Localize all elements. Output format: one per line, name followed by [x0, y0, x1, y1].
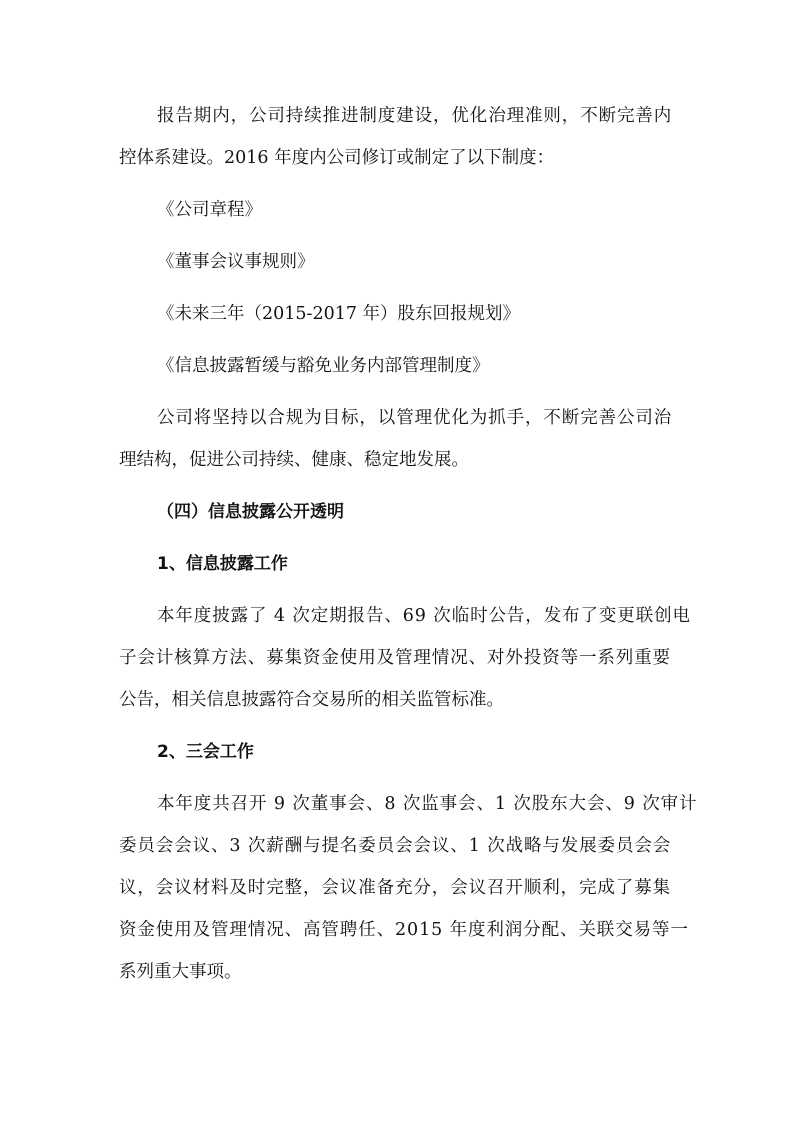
subsection-heading: 2、三会工作	[157, 742, 254, 762]
regulation-item: 《信息披露暂缓与豁免业务内部管理制度》	[157, 356, 490, 376]
subsection-heading: 1、信息披露工作	[157, 554, 288, 574]
paragraph-line: 理结构，促进公司持续、健康、稳定地发展。	[119, 450, 469, 470]
paragraph-line: 子会计核算方法、募集资金使用及管理情况、对外投资等一系列重要	[119, 648, 671, 668]
paragraph-line: 报告期内，公司持续推进制度建设，优化治理准则，不断完善内	[157, 106, 673, 126]
paragraph-line: 资金使用及管理情况、高管聘任、2015 年度利润分配、关联交易等一	[119, 920, 689, 940]
paragraph-line: 公告，相关信息披露符合交易所的相关监管标准。	[119, 690, 504, 710]
paragraph-line: 委员会会议、3 次薪酬与提名委员会会议、1 次战略与发展委员会会	[119, 836, 672, 856]
paragraph-line: 本年度共召开 9 次董事会、8 次监事会、1 次股东大会、9 次审计	[157, 794, 698, 814]
paragraph-line: 公司将坚持以合规为目标，以管理优化为抓手，不断完善公司治	[157, 408, 673, 428]
section-heading: （四）信息披露公开透明	[157, 502, 344, 522]
paragraph-line: 系列重大事项。	[119, 962, 242, 982]
paragraph-line: 控体系建设。2016 年度内公司修订或制定了以下制度：	[119, 148, 555, 168]
paragraph-line: 议，会议材料及时完整，会议准备充分，会议召开顺利，完成了募集	[119, 878, 671, 898]
regulation-item: 《董事会议事规则》	[157, 252, 315, 272]
paragraph-line: 本年度披露了 4 次定期报告、69 次临时公告，发布了变更联创电	[157, 606, 691, 626]
regulation-item: 《公司章程》	[157, 200, 262, 220]
regulation-item: 《未来三年（2015-2017 年）股东回报规划》	[157, 304, 521, 324]
